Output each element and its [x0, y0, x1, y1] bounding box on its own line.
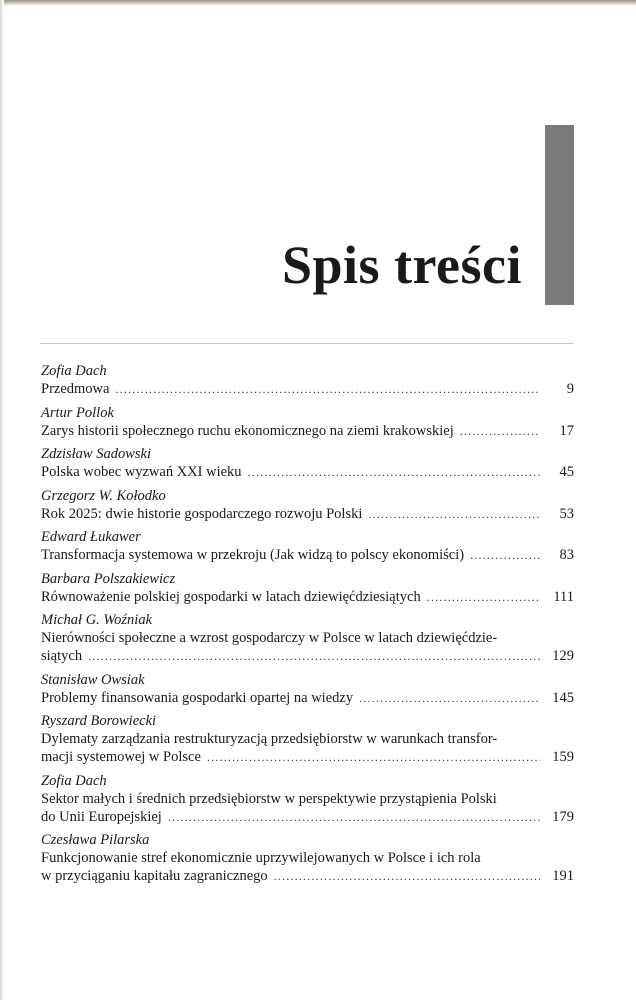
dot-leader: [368, 505, 540, 523]
toc-author: Michał G. Woźniak: [41, 612, 153, 628]
toc-title-row: [41, 867, 574, 885]
dot-leader: [427, 588, 540, 606]
decorative-side-bar: [545, 125, 574, 305]
toc-author: Artur Pollok: [41, 404, 114, 421]
toc-entry: [41, 712, 574, 766]
dot-leader: [274, 867, 540, 885]
toc-title: Rok 2025: dwie historie gospodarczego rozwoju Polski: [41, 505, 363, 522]
toc-title: Polska wobec wyzwań XXI wieku: [41, 464, 242, 480]
page-edge-left: [0, 0, 4, 1000]
page-title: Spis treści: [281, 235, 522, 295]
toc-entry: [41, 570, 574, 606]
toc-title: Transformacja systemowa w przekroju (Jak widzą to polscy ekonomiści): [41, 547, 465, 563]
toc-title-row: [41, 588, 574, 606]
title-rule: [40, 343, 574, 344]
toc-author: Grzegorz W. Kołodko: [41, 487, 166, 504]
toc-title-row: [41, 748, 574, 766]
toc-page-number: 53: [559, 505, 574, 522]
table-of-contents: [41, 362, 574, 891]
toc-title-row: [41, 808, 574, 826]
toc-page-number: 129: [552, 648, 574, 664]
toc-entry: [41, 772, 574, 826]
toc-page-number: 111: [553, 588, 574, 605]
dot-leader: [460, 422, 540, 440]
dot-leader: [248, 463, 540, 481]
dot-leader: [115, 380, 540, 398]
page-edge-shadow: [0, 0, 636, 6]
toc-title: do Unii Europejskiej: [41, 808, 162, 825]
toc-title-row: [41, 463, 574, 481]
toc-title-row: [41, 689, 574, 707]
toc-entry: [41, 404, 574, 440]
toc-title-line: Dylematy zarządzania restrukturyzacją przedsiębiorstw w warunkach transfor-: [41, 731, 498, 747]
toc-title-row: [41, 422, 574, 440]
toc-title: siątych: [41, 648, 83, 664]
toc-author: Czesława Pilarska: [41, 832, 150, 848]
toc-title-row: [41, 546, 574, 564]
toc-author: Ryszard Borowiecki: [41, 713, 157, 729]
toc-title: Zarys historii społecznego ruchu ekonomicznego na ziemi krakowskiej: [41, 422, 454, 439]
toc-title: Problemy finansowania gospodarki opartej na wiedzy: [41, 689, 354, 706]
toc-title-row: [41, 380, 574, 398]
toc-entry: [41, 671, 574, 707]
dot-leader: [88, 647, 540, 665]
toc-title: Równoważenie polskiej gospodarki w latach dziewięćdziesiątych: [41, 588, 421, 605]
toc-author: Edward Łukawer: [41, 529, 141, 545]
toc-page-number: 179: [552, 808, 574, 825]
toc-entry: [41, 831, 574, 885]
toc-entry: [41, 445, 574, 481]
dot-leader: [359, 689, 540, 707]
toc-title-line: Sektor małych i średnich przedsiębiorstw w perspektywie przystąpienia Polski: [41, 790, 497, 807]
toc-title-line: Funkcjonowanie stref ekonomicznie uprzywilejowanych w Polsce i ich rola: [41, 850, 481, 866]
toc-page-number: 145: [552, 689, 574, 706]
toc-author: Barbara Polszakiewicz: [41, 570, 176, 587]
toc-title-row: [41, 647, 574, 665]
toc-title: Przedmowa: [41, 381, 110, 397]
toc-page-number: 191: [552, 868, 574, 884]
toc-author: Stanisław Owsiak: [41, 671, 145, 688]
toc-page-number: 83: [559, 547, 574, 563]
toc-page-number: 17: [559, 422, 574, 439]
toc-entry: [41, 487, 574, 523]
toc-author: Zdzisław Sadowski: [41, 446, 151, 462]
dot-leader: [168, 808, 540, 826]
toc-author: Zofia Dach: [41, 363, 107, 379]
toc-page-number: 9: [566, 381, 574, 397]
dot-leader: [207, 748, 540, 766]
toc-title-line: Nierówności społeczne a wzrost gospodarczy w Polsce w latach dziewięćdzie-: [41, 630, 498, 646]
toc-title: macji systemowej w Polsce: [41, 749, 201, 765]
toc-title-row: [41, 505, 574, 523]
toc-title: w przyciąganiu kapitału zagranicznego: [41, 868, 268, 884]
toc-page-number: 45: [559, 464, 574, 480]
dot-leader: [470, 546, 540, 564]
toc-entry: [41, 528, 574, 564]
toc-page-number: 159: [552, 749, 574, 765]
toc-entry: [41, 362, 574, 398]
toc-author: Zofia Dach: [41, 772, 107, 789]
toc-entry: [41, 611, 574, 665]
